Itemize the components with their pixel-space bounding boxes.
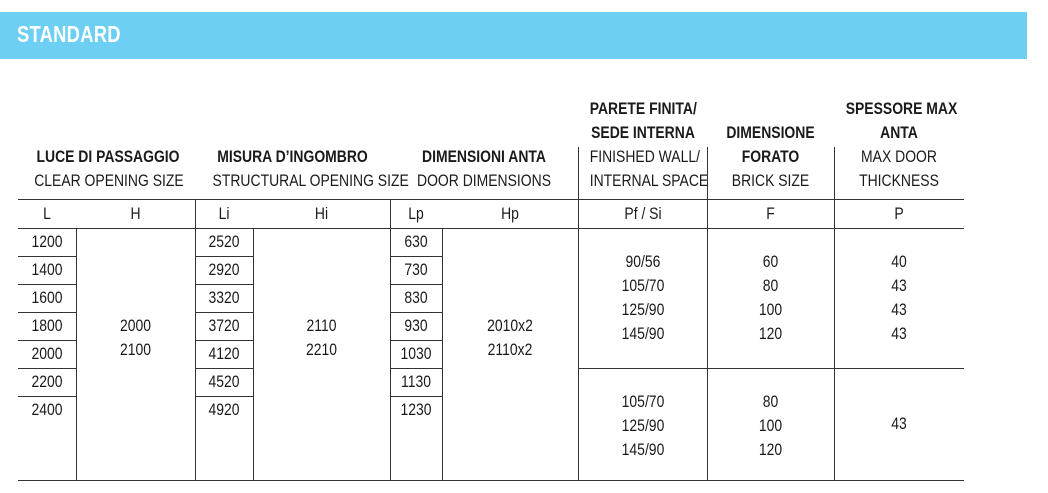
group-rule xyxy=(578,368,964,369)
cell-Hi: 2110 xyxy=(306,316,337,335)
col-rule xyxy=(707,147,708,480)
cell-P: 43 xyxy=(891,276,907,295)
cell-L: 2200 xyxy=(31,372,63,391)
cell-F: 120 xyxy=(758,440,783,459)
header-wall-en-1: FINISHED WALL/ xyxy=(589,147,700,166)
cell-pf-si: 145/90 xyxy=(621,440,665,459)
row-rule xyxy=(18,396,76,397)
cell-Li: 3320 xyxy=(208,288,240,307)
header-wall-en-2: INTERNAL SPACE xyxy=(589,171,709,190)
cell-L: 1800 xyxy=(31,316,63,335)
row-rule xyxy=(195,256,253,257)
cell-pf-si: 105/70 xyxy=(621,392,665,411)
cell-Lp: 1130 xyxy=(401,372,431,391)
symbol-P: P xyxy=(894,204,904,223)
col-rule xyxy=(253,228,254,480)
symbol-Lp: Lp xyxy=(408,204,424,223)
cell-Lp: 830 xyxy=(404,288,428,307)
col-rule xyxy=(578,147,579,480)
row-rule xyxy=(18,368,76,369)
section-banner xyxy=(0,12,1027,59)
cell-Lp: 730 xyxy=(404,260,428,279)
cell-L: 2000 xyxy=(31,344,63,363)
header-wall-it-1: PARETE FINITA/ xyxy=(589,99,697,118)
cell-Li: 4920 xyxy=(208,400,240,419)
symbol-H: H xyxy=(130,204,141,223)
cell-P: 40 xyxy=(891,252,907,271)
cell-Hp: 2010x2 xyxy=(487,316,533,335)
cell-Li: 4120 xyxy=(208,344,240,363)
cell-Lp: 1030 xyxy=(400,344,432,363)
header-rule xyxy=(18,199,964,200)
row-rule xyxy=(390,284,442,285)
row-rule xyxy=(195,396,253,397)
row-rule xyxy=(195,312,253,313)
cell-Lp: 630 xyxy=(404,232,428,251)
header-brick-it-2: FORATO xyxy=(741,147,800,166)
symbol-Hp: Hp xyxy=(501,204,519,223)
col-rule xyxy=(76,228,77,480)
cell-F: 80 xyxy=(762,392,779,411)
cell-pf-si: 90/56 xyxy=(625,252,661,271)
cell-L: 2400 xyxy=(31,400,63,419)
cell-L: 1600 xyxy=(31,288,63,307)
cell-F: 80 xyxy=(762,276,779,295)
col-rule xyxy=(834,147,835,480)
header-door-dimensions-en: DOOR DIMENSIONS xyxy=(417,171,551,190)
cell-Lp: 1230 xyxy=(400,400,432,419)
cell-F: 60 xyxy=(762,252,779,271)
col-rule xyxy=(442,228,443,480)
row-rule xyxy=(195,284,253,285)
cell-F: 100 xyxy=(758,300,783,319)
cell-F: 120 xyxy=(758,324,783,343)
symbol-pf-si: Pf / Si xyxy=(624,204,662,223)
cell-P: 43 xyxy=(891,324,907,343)
header-brick-en: BRICK SIZE xyxy=(731,171,810,190)
cell-Li: 4520 xyxy=(208,372,240,391)
body-top-rule xyxy=(18,228,964,229)
table-bottom-rule xyxy=(18,480,964,481)
header-structural-opening-en: STRUCTURAL OPENING SIZE xyxy=(212,171,409,190)
cell-Li: 2520 xyxy=(208,232,240,251)
header-thickness-en-1: MAX DOOR xyxy=(861,147,937,166)
row-rule xyxy=(195,368,253,369)
header-brick-it-1: DIMENSIONE xyxy=(726,123,815,142)
symbol-L: L xyxy=(43,204,51,223)
banner-title: STANDARD xyxy=(17,21,121,47)
cell-pf-si: 145/90 xyxy=(621,324,665,343)
symbol-Hi: Hi xyxy=(314,204,329,223)
row-rule xyxy=(390,368,442,369)
row-rule xyxy=(390,312,442,313)
cell-F: 100 xyxy=(758,416,783,435)
row-rule xyxy=(18,256,76,257)
row-rule xyxy=(390,256,442,257)
cell-P: 43 xyxy=(891,414,907,433)
header-thickness-it-1: SPESSORE MAX xyxy=(845,99,958,118)
row-rule xyxy=(18,284,76,285)
cell-pf-si: 125/90 xyxy=(621,416,665,435)
row-rule xyxy=(390,340,442,341)
cell-Li: 3720 xyxy=(208,316,240,335)
col-rule xyxy=(195,199,196,480)
cell-Hi: 2210 xyxy=(305,340,338,359)
symbol-F: F xyxy=(766,204,775,223)
cell-Lp: 930 xyxy=(404,316,428,335)
header-thickness-it-2: ANTA xyxy=(880,123,918,142)
header-clear-opening-en: CLEAR OPENING SIZE xyxy=(34,171,184,190)
row-rule xyxy=(18,340,76,341)
cell-L: 1200 xyxy=(31,232,63,251)
cell-Li: 2920 xyxy=(208,260,240,279)
cell-pf-si: 125/90 xyxy=(621,300,665,319)
col-rule xyxy=(390,199,391,480)
row-rule xyxy=(18,312,76,313)
row-rule xyxy=(390,396,442,397)
symbol-Li: Li xyxy=(218,204,230,223)
header-structural-opening-it: MISURA D’INGOMBRO xyxy=(217,147,368,166)
cell-pf-si: 105/70 xyxy=(621,276,665,295)
cell-H: 2000 xyxy=(119,316,152,335)
header-clear-opening-it: LUCE DI PASSAGGIO xyxy=(36,147,180,166)
cell-H: 2100 xyxy=(119,340,152,359)
cell-L: 1400 xyxy=(31,260,63,279)
cell-Hp: 2110x2 xyxy=(487,340,533,359)
header-door-dimensions-it: DIMENSIONI ANTA xyxy=(422,147,546,166)
header-wall-it-2: SEDE INTERNA xyxy=(591,123,695,142)
row-rule xyxy=(195,340,253,341)
cell-P: 43 xyxy=(891,300,907,319)
header-thickness-en-2: THICKNESS xyxy=(859,171,939,190)
